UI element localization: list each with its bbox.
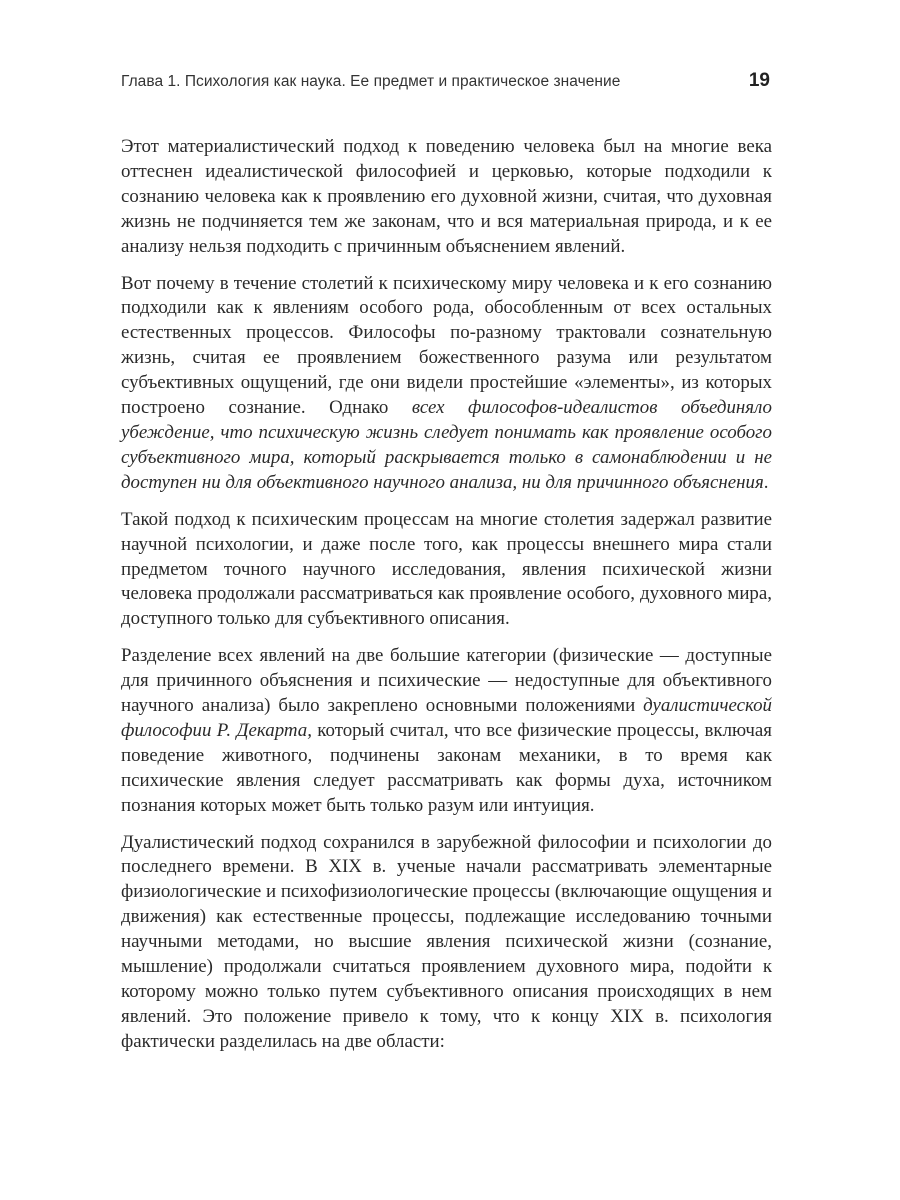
paragraph-2-end: .: [763, 471, 769, 493]
page-number: 19: [748, 70, 770, 91]
paragraph-4-emphasis: дуалистической философии Р. Декарта,: [121, 695, 772, 741]
paragraph-5: Дуалистический подход сохранился в зарубежной философии и психологии до последнего времени. В XIX в. ученые начали рассматривать элементарные физиологические и психофизиологические процессы (включающие ощущения и движения) как естественные процессы, подлежащие исследованию точными научными методами, но высшие явления психической жизни (сознание, мышление) продолжали считаться проявлением духовного мира, подойти к которому можно только путем субъективного описания происходящих в нем явлений. Это положение привело к тому, что к концу XIX в. психология фактически разделилась на две области:: [121, 831, 772, 1052]
paragraph-4: [121, 644, 772, 818]
paragraph-4-text: Разделение всех явлений на две большие категории (физические — доступные для причинного объяснения и психические — недоступные для объективного научного анализа) было закреплено основными положениями: [121, 645, 772, 717]
paragraph-2-text: Вот почему в течение столетий к психическому миру человека и к его сознанию подходили как к явлениям особого рода, обособленным от всех остальных естественных процессов. Философы по-разному трактовали сознательную жизнь, считая ее проявлением божественного разума или результатом субъективных ощущений, где они видели простейшие «элементы», из которых построено сознание. Однако: [121, 272, 772, 419]
paragraph-1: Этот материалистический подход к поведению человека был на многие века оттеснен идеалистической философией и церковью, которые подходили к сознанию человека как к проявлению его духовной жизни, считая, что духовная жизнь не подчиняется тем же законам, что и вся материальная природа, и к ее анализу нельзя подходить с причинным объяснением явлений.: [121, 136, 772, 257]
body-text: [121, 135, 772, 1055]
paragraph-4-end: который считал, что все физические процессы, включая поведение животного, подчинены законам механики, в то время как психические явления следует рассматривать как формы духа, источником познания которых может быть только разум или интуиция.: [121, 719, 772, 816]
paragraph-2-emphasis: всех философов-идеалистов объединяло убеждение, что психическую жизнь следует понимать как проявление особого субъективного мира, который раскрывается только в самонаблюдении и не доступен ни для объективного научного анализа, ни для причинного объяснения: [121, 397, 772, 493]
running-title: Глава 1. Психология как наука. Ее предмет и практическое значение: [121, 73, 621, 90]
paragraph-2: [121, 272, 772, 496]
page-header: [121, 70, 770, 92]
paragraph-3: Такой подход к психическим процессам на многие столетия задержал развитие научной психологии, и даже после того, как процессы внешнего мира стали предметом точного научного исследования, явления психической жизни человека продолжали рассматриваться как проявление особого, духовного мира, доступного только для субъективного описания.: [121, 508, 772, 630]
